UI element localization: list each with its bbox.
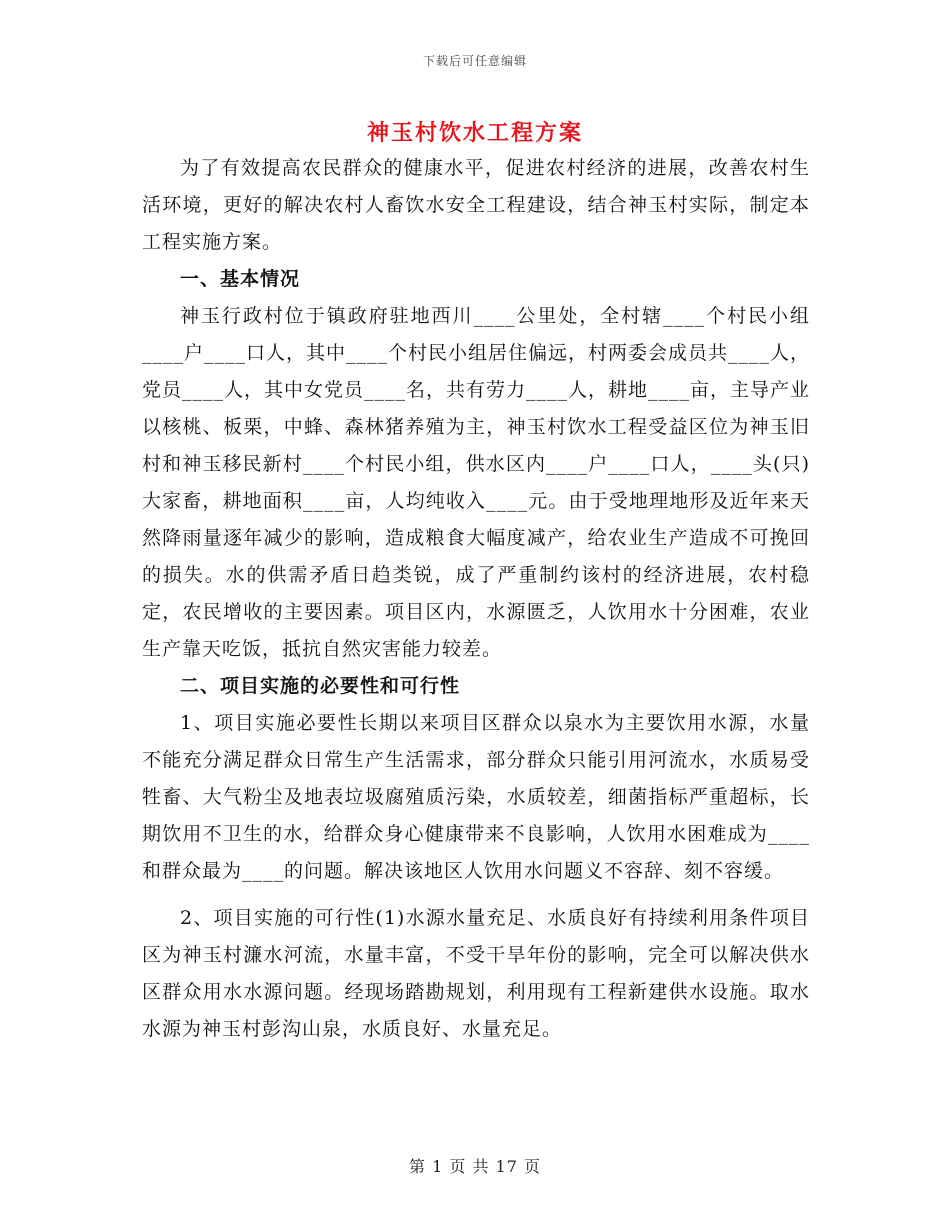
section-heading-basic-info: 一、基本情况 [180,268,301,290]
page-footer-number: 第 1 页 共 17 页 [409,1157,541,1176]
intro-paragraph: 为了有效提高农民群众的健康水平，促进农村经济的进展，改善农村生活环境，更好的解决农村人畜饮水安全工程建设，结合神玉村实际，制定本工程实施方案。 [142,157,810,253]
feasibility-paragraph: 2、项目实施的可行性(1)水源水量充足、水质良好有持续利用条件项目区为神玉村濂水河流，水量丰富，不受干旱年份的影响，完全可以解决供水区群众用水水源问题。经现场踏勘规划，利用现有工程新建供水设施。取水水源为神玉村彭沟山泉，水质良好、水量充足。 [142,907,810,1040]
page-header-note: 下载后可任意编辑 [422,54,527,68]
basic-info-paragraph: 神玉行政村位于镇政府驻地西川____公里处，全村辖____个村民小组____户____口人，其中____个村民小组居住偏远，村两委会成员共____人，党员____人，其中女党员____名，共有劳力____人，耕地____亩，主导产业以核桃、板栗，中蜂、森林猪养殖为主，神玉村饮水工程受益区位为神玉旧村和神玉移民新村____个村民小组，供水区内____户____口人，____头(只)大家畜，耕地面积____亩，人均纯收入____元。由于受地理地形及近年来天然降雨量逐年减少的影响，造成粮食大幅度减产，给农业生产造成不可挽回的损失。水的供需矛盾日趋类锐，成了严重制约该村的经济进展，农村稳定，农民增收的主要因素。项目区内，水源匮乏，人饮用水十分困难，农业生产靠天吃饭，抵抗自然灾害能力较差。 [142,305,811,660]
necessity-paragraph: 1、项目实施必要性长期以来项目区群众以泉水为主要饮用水源，水量不能充分满足群众日常生产生活需求，部分群众只能引用河流水，水质易受牲畜、大气粉尘及地表垃圾腐殖质污染，水质较差，细菌指标严重超标，长期饮用不卫生的水，给群众身心健康带来不良影响，人饮用水困难成为____和群众最为____的问题。解决该地区人饮用水问题义不容辞、刻不容缓。 [142,712,810,882]
document-title: 神玉村饮水工程方案 [366,120,583,146]
document-body [142,150,810,1048]
section-heading-necessity-feasibility: 二、项目实施的必要性和可行性 [180,675,461,697]
